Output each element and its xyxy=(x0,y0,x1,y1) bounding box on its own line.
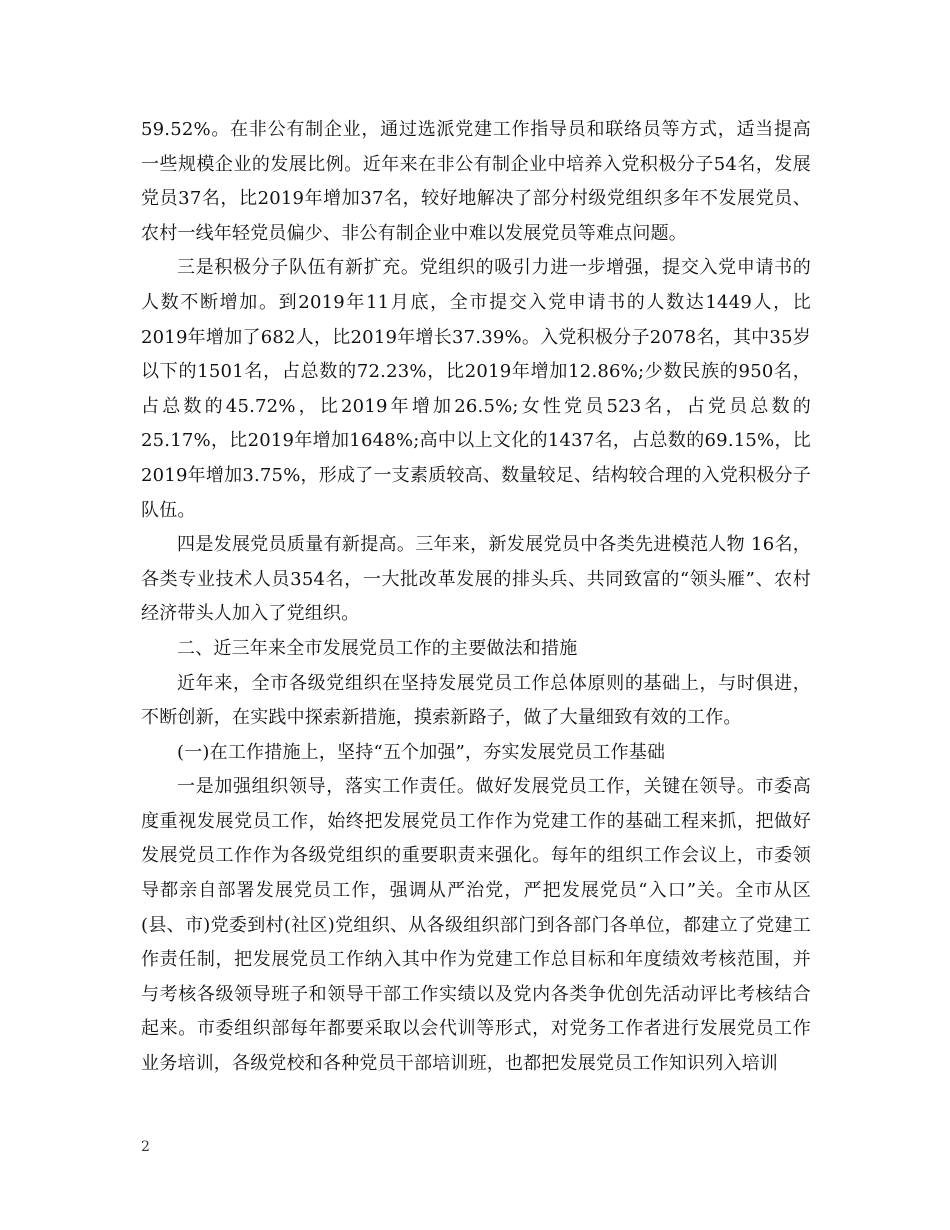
document-body xyxy=(141,113,811,1082)
paragraph-leadership: 一是加强组织领导，落实工作责任。做好发展党员工作，关键在领导。市委高度重视发展党员工作，始终把发展党员工作作为党建工作的基础工程来抓，把做好发展党员工作作为各级党组织的重要职责来强化。每年的组织工作会议上，市委领导都亲自部署发展党员工作，强调从严治党，严把发展党员“入口”关。全市从区(县、市)党委到村(社区)党组织、从各级组织部门到各部门各单位，都建立了党建工作责任制，把发展党员工作纳入其中作为党建工作总目标和年度绩效考核范围，并与考核各级领导班子和领导干部工作实绩以及党内各类争优创先活动评比考核结合起来。市委组织部每年都要采取以会代训等形式，对党务工作者进行发展党员工作业务培训，各级党校和各种党员干部培训班，也都把发展党员工作知识列入培训 xyxy=(141,776,811,1075)
paragraph-intro-measures: 近年来，全市各级党组织在坚持发展党员工作总体原则的基础上，与时俱进，不断创新，在实践中探索新措施，摸索新路子，做了大量细致有效的工作。 xyxy=(141,672,811,729)
paragraph-continuation: 59.52%。在非公有制企业，通过选派党建工作指导员和联络员等方式，适当提高一些规模企业的发展比例。近年来在非公有制企业中培养入党积极分子54名，发展党员37名，比2019年增加37名，较好地解决了部分村级党组织多年不发展党员、农村一线年轻党员偏少、非公有制企业中难以发展党员等难点问题。 xyxy=(141,119,811,244)
paragraph-activist-team: 三是积极分子队伍有新扩充。党组织的吸引力进一步增强，提交入党申请书的人数不断增加。到2019年11月底，全市提交入党申请书的人数达1449人，比2019年增加了682人，比2019年增长37.39%。入党积极分子2078名，其中35岁以下的1501名，占总数的72.23%，比2019年增加12.86%;少数民族的950名，占总数的45.72%，比2019年增加26.5%;女性党员523名，占党员总数的25.17%，比2019年增加1648%;高中以上文化的1437名，占总数的69.15%，比2019年增加3.75%，形成了一支素质较高、数量较足、结构较合理的入党积极分子队伍。 xyxy=(141,257,811,521)
section-heading-measures: 二、近三年来全市发展党员工作的主要做法和措施 xyxy=(177,637,578,659)
paragraph-member-quality: 四是发展党员质量有新提高。三年来，新发展党员中各类先进模范人物 16名，各类专业技术人员354名，一大批改革发展的排头兵、共同致富的“领头雁”、农村经济带头人加入了党组织。 xyxy=(141,534,811,625)
page-number: 2 xyxy=(141,1139,150,1155)
subsection-heading-five-strengthen: (一)在工作措施上，坚持“五个加强”，夯实发展党员工作基础 xyxy=(177,741,666,763)
